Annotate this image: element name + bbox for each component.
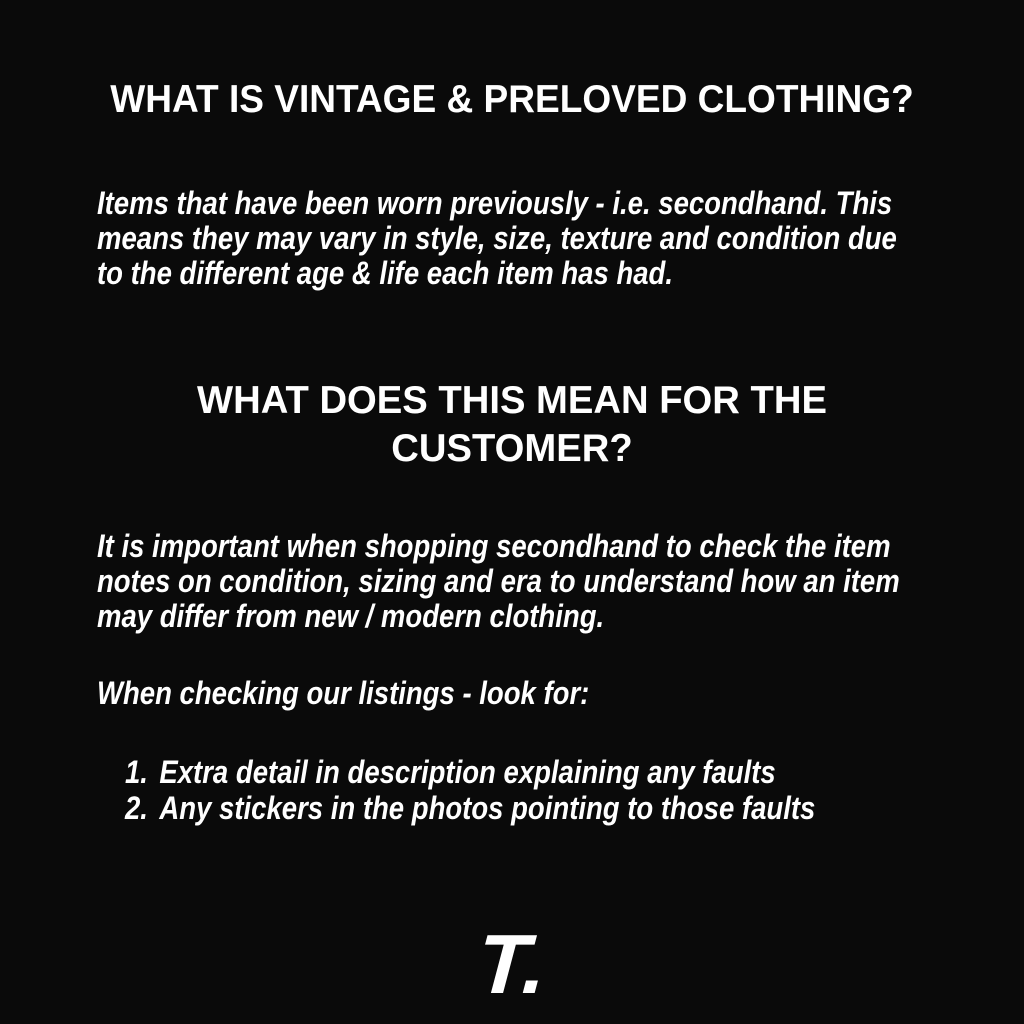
customer-paragraph — [97, 529, 900, 634]
checklist-item-1-text: Extra detail in description explaining any faults — [159, 754, 776, 790]
intro-paragraph — [97, 186, 897, 291]
customer-heading — [10, 377, 1014, 473]
checklist-item-2-number: 2. — [125, 790, 148, 826]
checklist — [125, 754, 815, 826]
intro-line-1: Items that have been worn previously - i.e. secondhand. This — [97, 185, 893, 221]
customer-heading-line-1: WHAT DOES THIS MEAN FOR THE — [197, 379, 827, 422]
checklist-item-2 — [125, 790, 815, 826]
listings-intro: When checking our listings - look for: — [97, 675, 590, 711]
intro-line-3: to the different age & life each item has had. — [97, 255, 674, 291]
checklist-item-2-text: Any stickers in the photos pointing to those faults — [159, 790, 816, 826]
brand-logo: T. — [474, 917, 550, 1011]
checklist-item-1-number: 1. — [125, 754, 148, 790]
intro-line-2: means they may vary in style, size, texture and condition due — [97, 220, 897, 256]
checklist-item-1 — [125, 754, 815, 790]
main-heading: WHAT IS VINTAGE & PRELOVED CLOTHING? — [110, 78, 914, 121]
customer-heading-line-2: CUSTOMER? — [391, 427, 633, 470]
customer-line-1: It is important when shopping secondhand to check the item — [97, 528, 891, 564]
customer-line-2: notes on condition, sizing and era to understand how an item — [97, 563, 900, 599]
customer-line-3: may differ from new / modern clothing. — [97, 598, 605, 634]
